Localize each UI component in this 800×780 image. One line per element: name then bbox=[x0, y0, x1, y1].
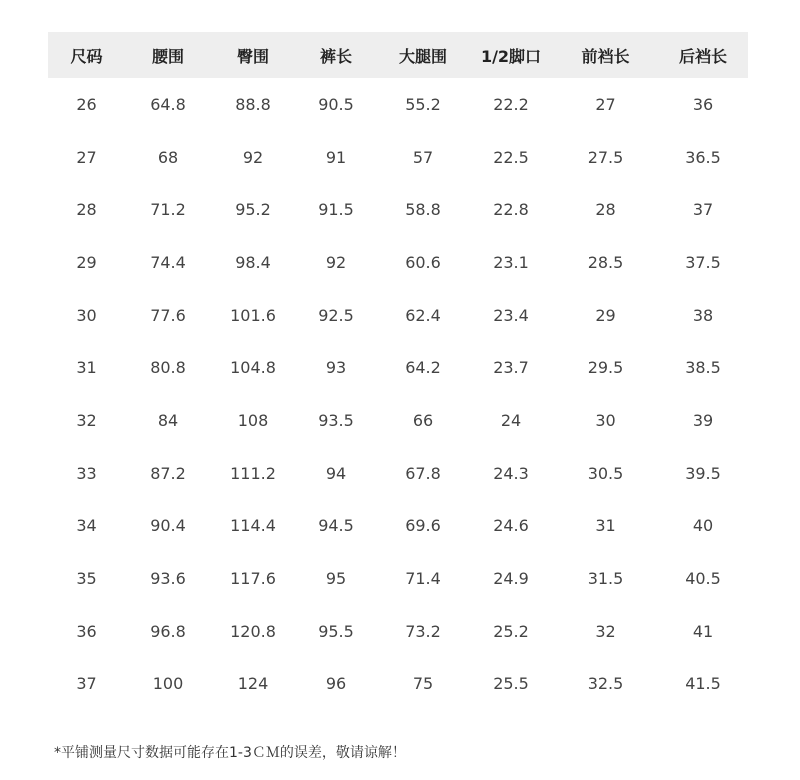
cell-half-leg-opening: 22.8 bbox=[493, 200, 529, 220]
cell-back-rise: 39 bbox=[692, 410, 714, 430]
cell-front-rise: 28 bbox=[595, 200, 616, 220]
cell-hip: 88.8 bbox=[235, 94, 271, 114]
cell-front-rise: 30.5 bbox=[587, 463, 624, 483]
cell-size: 35 bbox=[76, 569, 97, 589]
cell-waist: 64.8 bbox=[150, 94, 186, 114]
cell-back-rise: 41.5 bbox=[685, 674, 721, 694]
table-row bbox=[48, 341, 748, 394]
cell-hip: 95.2 bbox=[235, 200, 271, 220]
cell-back-rise: 40.5 bbox=[685, 569, 721, 589]
cell-thigh: 55.2 bbox=[405, 94, 441, 114]
cell-back-rise: 37 bbox=[692, 200, 714, 220]
header-hip: 臀围 bbox=[211, 32, 295, 78]
cell-thigh: 69.6 bbox=[405, 516, 441, 536]
cell-waist: 100 bbox=[152, 674, 184, 694]
header-front-rise: 前裆长 bbox=[553, 32, 658, 78]
table-row bbox=[48, 552, 748, 605]
cell-hip: 120.8 bbox=[230, 621, 276, 641]
cell-pants-length: 95 bbox=[325, 569, 347, 589]
cell-hip: 101.6 bbox=[230, 305, 276, 325]
cell-front-rise: 30 bbox=[595, 410, 616, 430]
cell-thigh: 62.4 bbox=[405, 305, 441, 325]
cell-pants-length: 95.5 bbox=[318, 621, 354, 641]
cell-pants-length: 92.5 bbox=[318, 305, 354, 325]
cell-back-rise: 38 bbox=[692, 305, 714, 325]
cell-back-rise: 41 bbox=[692, 621, 714, 641]
cell-back-rise: 38.5 bbox=[685, 358, 721, 378]
cell-pants-length: 90.5 bbox=[318, 94, 354, 114]
cell-front-rise: 28.5 bbox=[587, 252, 624, 272]
cell-thigh: 58.8 bbox=[405, 200, 441, 220]
cell-size: 33 bbox=[76, 463, 97, 483]
measurement-footnote: *平铺测量尺寸数据可能存在1-3ＣＭ的误差，敬请谅解！ bbox=[54, 745, 406, 761]
table-row bbox=[48, 131, 748, 184]
cell-hip: 98.4 bbox=[235, 252, 271, 272]
cell-back-rise: 36.5 bbox=[685, 147, 721, 167]
cell-front-rise: 32 bbox=[595, 621, 616, 641]
cell-front-rise: 27.5 bbox=[587, 147, 624, 167]
cell-waist: 87.2 bbox=[150, 463, 186, 483]
header-back-rise: 后裆长 bbox=[658, 32, 748, 78]
cell-front-rise: 27 bbox=[595, 94, 616, 114]
table-body bbox=[48, 78, 748, 710]
cell-hip: 117.6 bbox=[230, 569, 276, 589]
cell-back-rise: 37.5 bbox=[685, 252, 721, 272]
cell-pants-length: 96 bbox=[325, 674, 347, 694]
cell-front-rise: 31.5 bbox=[587, 569, 624, 589]
cell-half-leg-opening: 23.7 bbox=[493, 358, 529, 378]
cell-pants-length: 94.5 bbox=[318, 516, 354, 536]
cell-front-rise: 29 bbox=[595, 305, 616, 325]
table-row bbox=[48, 605, 748, 658]
cell-half-leg-opening: 22.2 bbox=[493, 94, 529, 114]
cell-hip: 104.8 bbox=[230, 358, 276, 378]
header-thigh: 大腿围 bbox=[377, 32, 469, 78]
cell-size: 27 bbox=[76, 147, 97, 167]
cell-thigh: 60.6 bbox=[405, 252, 441, 272]
cell-front-rise: 32.5 bbox=[587, 674, 624, 694]
cell-waist: 84 bbox=[157, 410, 179, 430]
cell-size: 30 bbox=[76, 305, 97, 325]
cell-waist: 93.6 bbox=[150, 569, 186, 589]
cell-pants-length: 93.5 bbox=[318, 410, 354, 430]
cell-waist: 96.8 bbox=[150, 621, 186, 641]
cell-pants-length: 92 bbox=[325, 252, 347, 272]
cell-size: 37 bbox=[76, 674, 97, 694]
cell-size: 28 bbox=[76, 200, 97, 220]
cell-size: 29 bbox=[76, 252, 97, 272]
cell-pants-length: 94 bbox=[325, 463, 347, 483]
cell-waist: 77.6 bbox=[150, 305, 186, 325]
cell-half-leg-opening: 24 bbox=[500, 410, 522, 430]
table-row bbox=[48, 78, 748, 131]
cell-half-leg-opening: 25.5 bbox=[493, 674, 529, 694]
header-half-leg-opening: 1/2脚口 bbox=[469, 32, 553, 78]
cell-thigh: 73.2 bbox=[405, 621, 441, 641]
cell-half-leg-opening: 24.6 bbox=[493, 516, 529, 536]
cell-hip: 124 bbox=[237, 674, 269, 694]
cell-waist: 68 bbox=[157, 147, 179, 167]
cell-waist: 71.2 bbox=[150, 200, 186, 220]
cell-thigh: 66 bbox=[412, 410, 434, 430]
cell-thigh: 75 bbox=[412, 674, 434, 694]
cell-half-leg-opening: 23.1 bbox=[493, 252, 529, 272]
cell-pants-length: 93 bbox=[325, 358, 347, 378]
header-size: 尺码 bbox=[48, 32, 125, 78]
cell-pants-length: 91.5 bbox=[318, 200, 354, 220]
cell-hip: 114.4 bbox=[230, 516, 276, 536]
cell-size: 26 bbox=[76, 94, 97, 114]
cell-size: 31 bbox=[76, 358, 97, 378]
table-row bbox=[48, 500, 748, 553]
cell-waist: 90.4 bbox=[150, 516, 186, 536]
cell-thigh: 57 bbox=[412, 147, 434, 167]
cell-thigh: 71.4 bbox=[405, 569, 441, 589]
cell-thigh: 67.8 bbox=[405, 463, 441, 483]
cell-hip: 111.2 bbox=[230, 463, 276, 483]
table-row bbox=[48, 183, 748, 236]
cell-waist: 80.8 bbox=[150, 358, 186, 378]
table-row bbox=[48, 236, 748, 289]
cell-back-rise: 40 bbox=[692, 516, 714, 536]
table-row bbox=[48, 394, 748, 447]
size-chart-table bbox=[48, 32, 748, 710]
cell-back-rise: 36 bbox=[692, 94, 714, 114]
cell-half-leg-opening: 24.3 bbox=[493, 463, 529, 483]
cell-hip: 108 bbox=[237, 410, 269, 430]
header-waist: 腰围 bbox=[125, 32, 211, 78]
table-row bbox=[48, 447, 748, 500]
cell-half-leg-opening: 22.5 bbox=[493, 147, 529, 167]
cell-size: 36 bbox=[76, 621, 97, 641]
cell-size: 34 bbox=[76, 516, 97, 536]
cell-back-rise: 39.5 bbox=[685, 463, 721, 483]
cell-front-rise: 29.5 bbox=[587, 358, 624, 378]
table-row bbox=[48, 658, 748, 711]
cell-pants-length: 91 bbox=[325, 147, 347, 167]
cell-waist: 74.4 bbox=[150, 252, 186, 272]
cell-size: 32 bbox=[76, 410, 97, 430]
cell-front-rise: 31 bbox=[595, 516, 616, 536]
cell-half-leg-opening: 23.4 bbox=[493, 305, 529, 325]
cell-half-leg-opening: 24.9 bbox=[493, 569, 529, 589]
cell-half-leg-opening: 25.2 bbox=[493, 621, 529, 641]
cell-hip: 92 bbox=[242, 147, 264, 167]
table-header-row bbox=[48, 32, 748, 78]
header-pants-length: 裤长 bbox=[295, 32, 377, 78]
cell-thigh: 64.2 bbox=[405, 358, 441, 378]
table-row bbox=[48, 289, 748, 342]
